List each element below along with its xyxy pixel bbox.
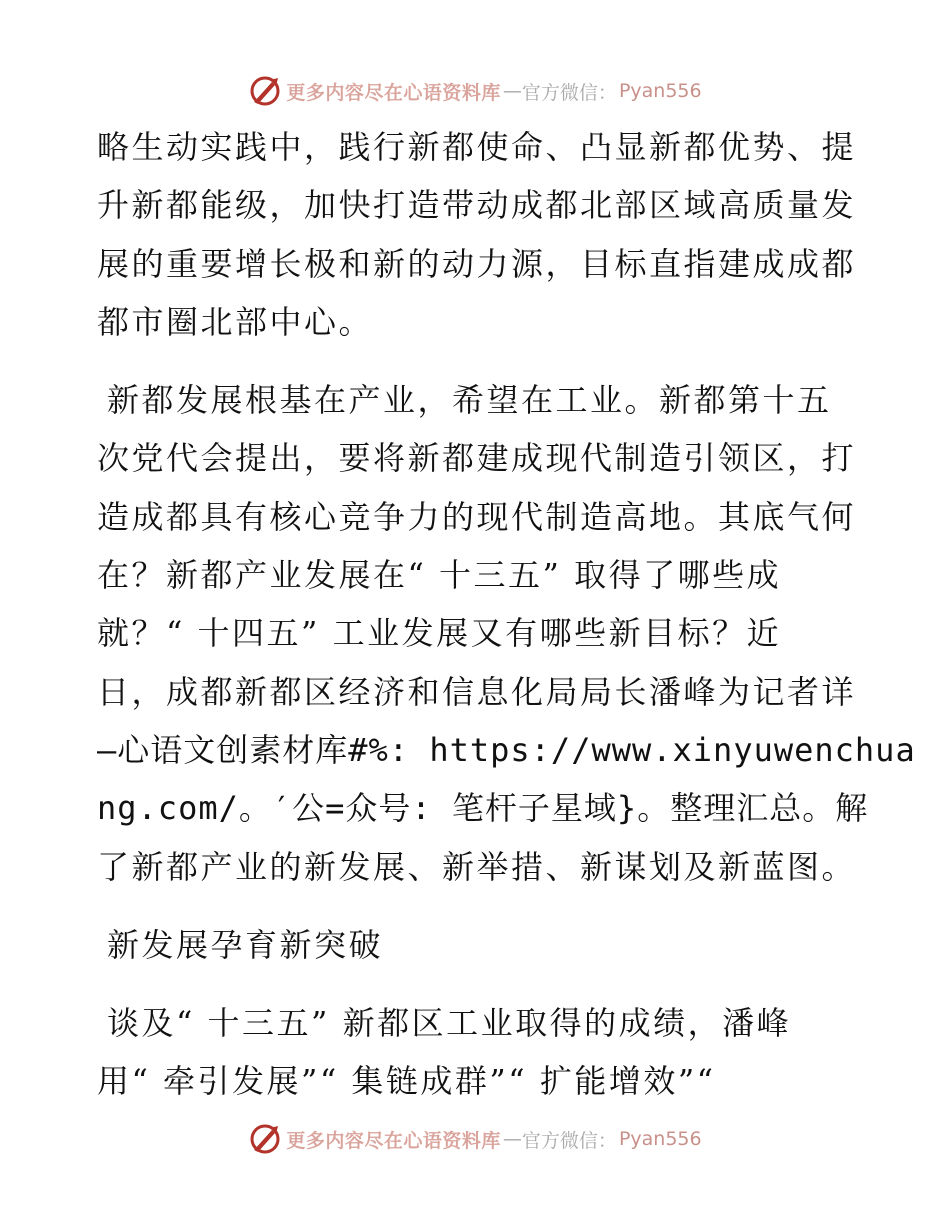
watermark-wechat-id: Pyan556 (618, 80, 702, 102)
document-body (97, 118, 916, 1111)
text-line: 用“ 牵引发展”“ 集链成群”“ 扩能增效”“ (97, 1062, 716, 1101)
watermark-wechat-id: Pyan556 (618, 1128, 702, 1150)
quill-logo-icon (248, 1122, 282, 1156)
watermark-main-text: 更多内容尽在心语资料库 (286, 81, 501, 104)
text-line: 升新都能级，加快打造带动成都北部区域高质量发 (97, 186, 857, 225)
watermark-separator: — (502, 1128, 522, 1150)
paragraph-2 (97, 371, 916, 896)
footer-watermark (0, 1119, 950, 1159)
paragraph-3 (97, 994, 857, 1111)
text-line-url: ng.com/。′公=众号: 笔杆子星域}。整理汇总。解 (97, 789, 869, 828)
text-line: 造成都具有核心竞争力的现代制造高地。其底气何 (97, 497, 857, 536)
text-line: 都市圈北部中心。 (97, 302, 374, 341)
text-line: 就？“ 十四五” 工业发展又有哪些新目标？近 (97, 614, 782, 653)
text-line: 次党代会提出，要将新都建成现代制造引领区，打 (97, 439, 857, 478)
text-line: 略生动实践中，践行新都使命、凸显新都优势、提 (97, 128, 857, 166)
heading-line: 新发展孕育新突破 (107, 925, 384, 964)
watermark-separator: — (502, 80, 522, 102)
text-line: 谈及“ 十三五” 新都区工业取得的成绩，潘峰 (107, 1004, 792, 1043)
section-heading (97, 916, 857, 974)
text-line: 新都发展根基在产业，希望在工业。新都第十五 (107, 381, 832, 420)
paragraph-1 (97, 118, 857, 351)
text-line: 在？新都产业发展在“ 十三五” 取得了哪些成 (97, 556, 782, 595)
quill-logo-icon (248, 74, 282, 108)
text-line-url: —心语文创素材库#%: https://www.xinyuwenchua (97, 730, 916, 769)
header-watermark (0, 71, 950, 111)
text-line: 了新都产业的新发展、新举措、新谋划及新蓝图。 (97, 847, 857, 886)
watermark-wechat-label: 官方微信： (521, 1129, 617, 1152)
watermark-main-text: 更多内容尽在心语资料库 (286, 1129, 501, 1152)
text-line: 日，成都新都区经济和信息化局局长潘峰为记者详 (97, 672, 857, 711)
watermark-wechat-label: 官方微信： (521, 81, 617, 104)
text-line: 展的重要增长极和新的动力源，目标直指建成成都 (97, 244, 857, 283)
